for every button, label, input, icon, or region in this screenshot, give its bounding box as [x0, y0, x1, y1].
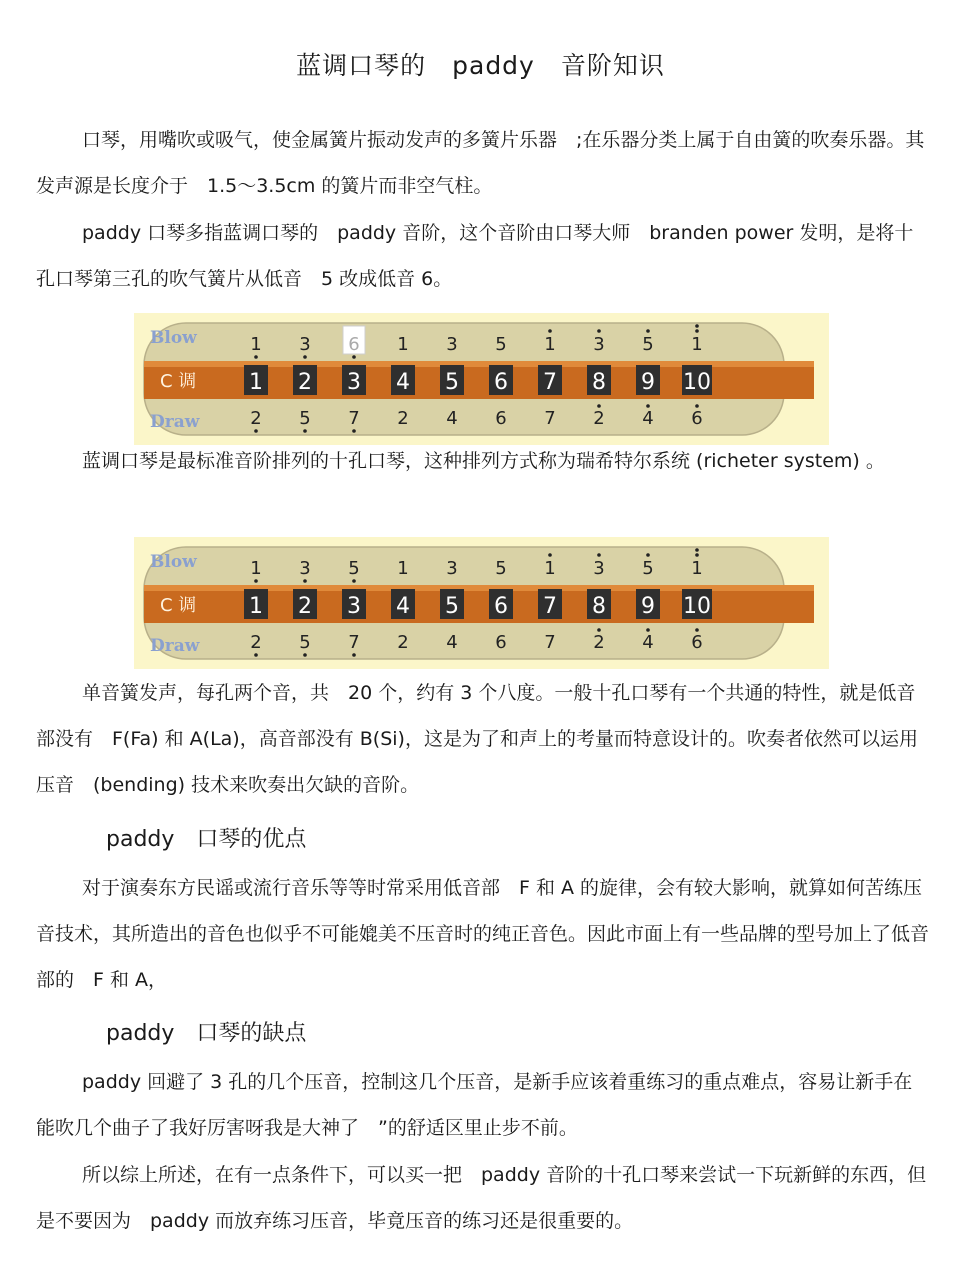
blow-note: 3	[299, 558, 311, 579]
blow-note: 1	[250, 558, 262, 579]
blow-note: 5	[642, 558, 654, 579]
octave-dot	[695, 324, 699, 328]
paragraph-richter-system: 蓝调口琴是最标准音阶排列的十孔口琴，这种排列方式称为瑞希特尔系统 (richeter system) 。	[82, 450, 885, 472]
hole-number: 8	[592, 594, 606, 619]
blow-note: 1	[397, 334, 409, 355]
octave-dot	[548, 329, 552, 333]
octave-dot	[254, 355, 258, 359]
draw-note: 2	[397, 632, 409, 653]
blow-note: 3	[593, 334, 605, 355]
hole-number: 10	[683, 594, 711, 619]
paragraph-single-reed: 单音簧发声，每孔两个音，共 20 个，约有 3 个八度。一般十孔口琴有一个共通的特性，就是低音部没有 F(Fa) 和 A(La)，高音部没有 B(Si)，这是为了和声上的考量而特意设计的。吹奏者依然可以运用压音 (bending) 技术来吹奏出欠缺的音阶。	[36, 682, 918, 796]
draw-note: 2	[593, 408, 605, 429]
paragraph-intro: 口琴，用嘴吹或吸气，使金属簧片振动发声的多簧片乐器 ;在乐器分类上属于自由簧的吹奏乐器。其发声源是长度介于 1.5～3.5cm 的簧片而非空气柱。	[36, 129, 925, 197]
octave-dot	[646, 404, 650, 408]
blow-note: 5	[495, 334, 507, 355]
draw-note: 6	[691, 632, 703, 653]
octave-dot	[352, 355, 356, 359]
harmonica-svg	[134, 537, 829, 669]
hole-number: 7	[543, 594, 557, 619]
octave-dot	[548, 553, 552, 557]
blow-note: 3	[446, 558, 458, 579]
paragraph-conclusion: 所以综上所述，在有一点条件下，可以买一把 paddy 音阶的十孔口琴来尝试一下玩新鲜的东西，但是不要因为 paddy 而放弃练习压音，毕竟压音的练习还是很重要的。	[36, 1164, 927, 1232]
blow-note: 1	[544, 558, 556, 579]
blow-note: 1	[544, 334, 556, 355]
octave-dot	[646, 329, 650, 333]
blow-note: 3	[446, 334, 458, 355]
hole-number: 5	[445, 594, 459, 619]
blow-note: 1	[397, 558, 409, 579]
hole-number: 8	[592, 370, 606, 395]
octave-dot	[597, 553, 601, 557]
hole-number: 3	[347, 594, 361, 619]
octave-dot	[352, 653, 356, 657]
draw-note: 6	[495, 408, 507, 429]
draw-note: 7	[348, 632, 360, 653]
hole-number: 4	[396, 594, 410, 619]
octave-dot	[303, 579, 307, 583]
paragraph-paddy-definition: paddy 口琴多指蓝调口琴的 paddy 音阶，这个音阶由口琴大师 branden power 发明，是将十孔口琴第三孔的吹气簧片从低音 5 改成低音 6。	[36, 222, 914, 290]
hole-number: 9	[641, 370, 655, 395]
draw-note: 5	[299, 408, 311, 429]
octave-dot	[303, 355, 307, 359]
draw-note: 7	[544, 408, 556, 429]
draw-label: Draw	[150, 412, 200, 432]
octave-dot	[352, 429, 356, 433]
hole-number: 10	[683, 370, 711, 395]
draw-label: Draw	[150, 636, 200, 656]
octave-dot	[695, 553, 699, 557]
hole-number: 5	[445, 370, 459, 395]
hole-number: 4	[396, 370, 410, 395]
hole-number: 2	[298, 594, 312, 619]
draw-note: 2	[397, 408, 409, 429]
octave-dot	[646, 553, 650, 557]
octave-dot	[303, 429, 307, 433]
octave-dot	[352, 579, 356, 583]
octave-dot	[597, 404, 601, 408]
blow-note: 3	[593, 558, 605, 579]
hole-number: 1	[249, 370, 263, 395]
hole-number: 6	[494, 594, 508, 619]
blow-note: 3	[299, 334, 311, 355]
octave-dot	[695, 404, 699, 408]
paragraph-disadvantages: paddy 回避了 3 孔的几个压音，控制这几个压音，是新手应该着重练习的重点难点，容易让新手在 能吹几个曲子了我好厉害呀我是大神了 ”的舒适区里止步不前。	[36, 1071, 932, 1139]
blow-note: 1	[250, 334, 262, 355]
blow-label: Blow	[150, 552, 197, 572]
blow-note: 1	[691, 558, 703, 579]
draw-note: 4	[642, 632, 654, 653]
hole-number: 2	[298, 370, 312, 395]
octave-dot	[254, 579, 258, 583]
blow-note: 1	[691, 334, 703, 355]
blow-note: 6	[348, 334, 360, 355]
draw-note: 5	[299, 632, 311, 653]
heading-disadvantages: paddy 口琴的缺点	[106, 1021, 307, 1046]
harmonica-svg	[134, 313, 829, 445]
hole-number: 3	[347, 370, 361, 395]
draw-note: 4	[642, 408, 654, 429]
octave-dot	[254, 653, 258, 657]
blow-note: 5	[348, 558, 360, 579]
key-label: C 调	[160, 371, 197, 392]
heading-advantages: paddy 口琴的优点	[106, 827, 307, 852]
draw-note: 2	[593, 632, 605, 653]
octave-dot	[695, 548, 699, 552]
draw-note: 6	[495, 632, 507, 653]
draw-note: 2	[250, 632, 262, 653]
harmonica-diagram-paddy	[134, 313, 829, 445]
hole-number: 9	[641, 594, 655, 619]
octave-dot	[597, 628, 601, 632]
octave-dot	[597, 329, 601, 333]
key-label: C 调	[160, 595, 197, 616]
hole-number: 7	[543, 370, 557, 395]
draw-note: 6	[691, 408, 703, 429]
octave-dot	[646, 628, 650, 632]
octave-dot	[695, 628, 699, 632]
octave-dot	[254, 429, 258, 433]
hole-number: 1	[249, 594, 263, 619]
page-title: 蓝调口琴的 paddy 音阶知识	[296, 51, 665, 80]
blow-label: Blow	[150, 328, 197, 348]
draw-note: 4	[446, 632, 458, 653]
octave-dot	[303, 653, 307, 657]
blow-note: 5	[642, 334, 654, 355]
octave-dot	[695, 329, 699, 333]
draw-note: 7	[544, 632, 556, 653]
blow-note: 5	[495, 558, 507, 579]
hole-number: 6	[494, 370, 508, 395]
draw-note: 2	[250, 408, 262, 429]
harmonica-diagram-richter	[134, 537, 829, 669]
draw-note: 4	[446, 408, 458, 429]
draw-note: 7	[348, 408, 360, 429]
paragraph-advantages: 对于演奏东方民谣或流行音乐等等时常采用低音部 F 和 A 的旋律，会有较大影响，就算如何苦练压音技术，其所造出的音色也似乎不可能媲美不压音时的纯正音色。因此市面上有一些品牌的型号加上了低音部的 F 和 A，	[36, 877, 930, 991]
